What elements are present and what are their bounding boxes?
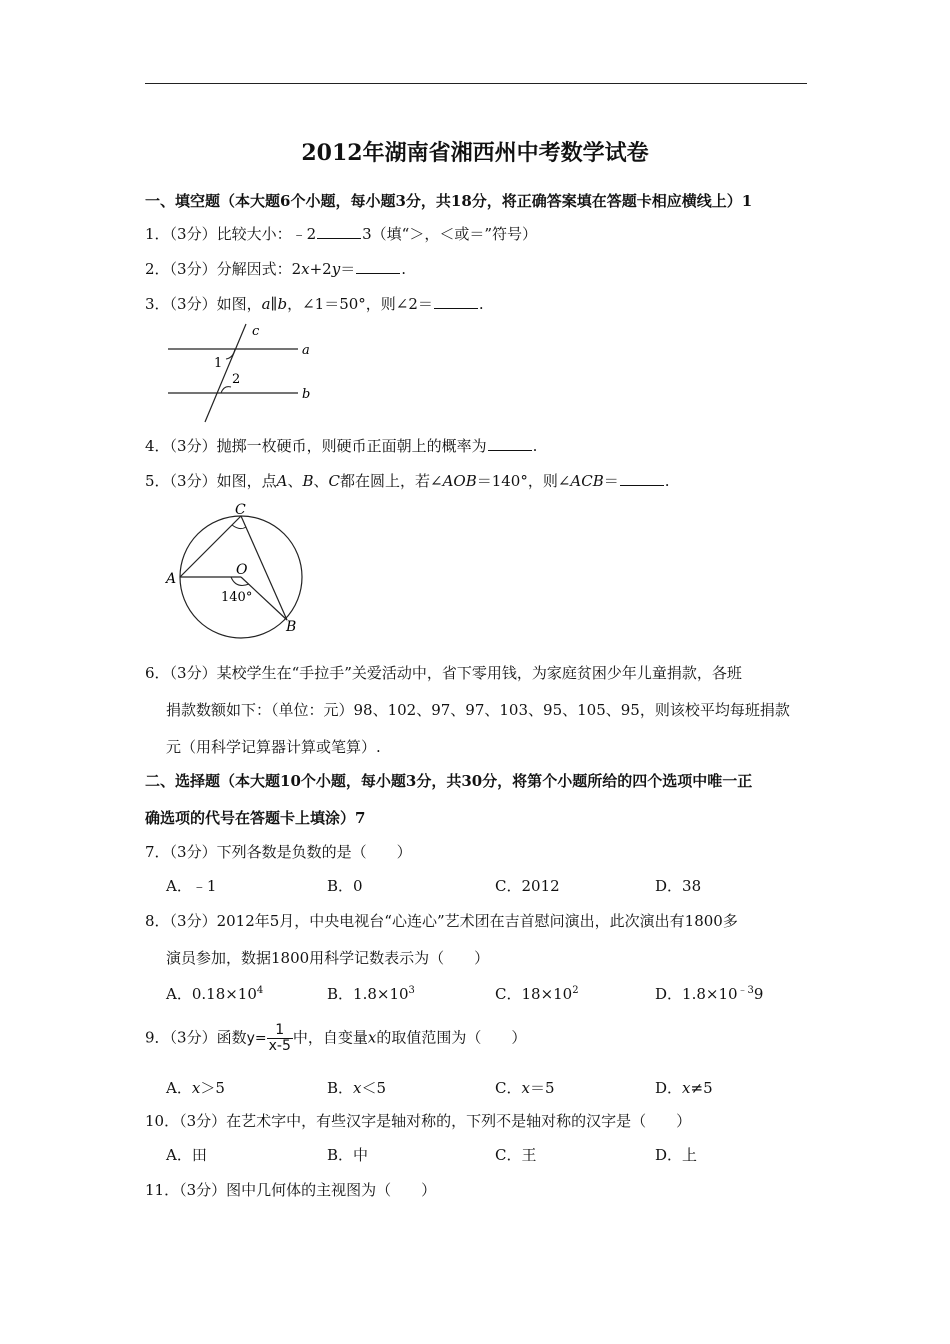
answer-blank[interactable] [488,436,532,451]
label-a: a [302,343,310,358]
circle-figure [160,495,320,640]
question-6-line2: 捐款数额如下：（单位：元）98、102、97、97、103、95、105、95，则该校平均每班捐款 [166,701,790,719]
question-5: 5．（3分）如图，点A、B、C都在圆上，若∠AOB＝140°，则∠ACB＝ . [145,472,670,490]
q9-option-a[interactable]: A．x＞5 [166,1079,225,1097]
q7-option-b[interactable]: B．0 [327,877,363,895]
page-title: 2012年湖南省湘西州中考数学试卷 [301,140,649,166]
question-10-stem: 10．（3分）在艺术字中，有些汉字是轴对称的，下列不是轴对称的汉字是（ ） [145,1112,692,1130]
q7-option-c[interactable]: C．2012 [495,877,560,895]
q10-option-d[interactable]: D．上 [655,1146,698,1164]
answer-blank[interactable] [317,224,361,239]
function-fraction: $\frac{1}{x-5}$ [268,1022,291,1054]
answer-blank[interactable] [434,294,478,309]
question-3: 3．（3分）如图，a∥b，∠1＝50°，则∠2＝ . [145,295,484,313]
q9-option-b[interactable]: B．x＜5 [327,1079,387,1097]
question-2: 2．（3分）分解因式：2x+2y＝ . [145,260,407,278]
label-A: A [166,571,177,587]
q10-option-c[interactable]: C．王 [495,1146,537,1164]
label-C: C [235,502,246,518]
q10-option-a[interactable]: A．田 [166,1146,207,1164]
question-1: 1．（3分）比较大小：﹣2 3（填“＞，＜或＝”符号） [145,225,538,243]
label-c: c [252,324,260,339]
q8-option-b[interactable]: B．$1.8\times 10^3$ [327,985,415,1003]
answer-blank[interactable] [356,259,400,274]
question-11-stem: 11．（3分）图中几何体的主视图为（ ） [145,1181,437,1199]
question-9-stem: 9．（3分）函数y= $\frac{1}{x-5}$ 中，自变量x的取值范围为（ ） [145,1022,527,1054]
label-1: 1 [214,356,223,371]
label-B: B [286,619,297,635]
label-O: O [236,562,248,578]
q7-option-d[interactable]: D．38 [655,877,702,895]
q8-option-c[interactable]: C．$18\times 10^2$ [495,985,579,1003]
question-7-stem: 7．（3分）下列各数是负数的是（ ） [145,843,412,861]
section2-heading-line2: 确选项的代号在答题卡上填涂）7 [145,809,366,827]
label-2: 2 [232,372,241,387]
parallel-lines-figure [160,320,330,425]
header-rule [145,83,807,84]
section1-heading: 一、填空题（本大题6个小题，每小题3分，共18分，将正确答案填在答题卡相应横线上）1 [145,192,753,210]
answer-blank[interactable] [620,471,664,486]
q10-option-b[interactable]: B．中 [327,1146,369,1164]
question-4: 4．（3分）抛掷一枚硬币，则硬币正面朝上的概率为 . [145,437,538,455]
question-8-line1: 8．（3分）2012年5月，中央电视台“心连心”艺术团在吉首慰问演出，此次演出有1800多 [145,912,738,930]
q8-option-d[interactable]: D．$1.8\times 10^{﹣3}9$ [655,985,764,1003]
question-6-line1: 6．（3分）某校学生在“手拉手”关爱活动中，省下零用钱，为家庭贫困少年儿童捐款，各班 [145,664,742,682]
q9-option-c[interactable]: C．x＝5 [495,1079,555,1097]
q9-option-d[interactable]: D．x≠5 [655,1079,713,1097]
q8-option-a[interactable]: A．$0.18\times 10^4$ [166,985,264,1003]
q7-option-a[interactable]: A．﹣1 [166,877,217,895]
section2-heading-line1: 二、选择题（本大题10个小题，每小题3分，共30分，将第个小题所给的四个选项中唯一正 [145,772,753,790]
question-8-line2: 演员参加，数据1800用科学记数表示为（ ） [166,949,490,967]
label-b: b [302,387,311,402]
angle-label: 140° [221,590,253,605]
question-6-line3: 元（用科学记算器计算或笔算）. [166,738,381,756]
